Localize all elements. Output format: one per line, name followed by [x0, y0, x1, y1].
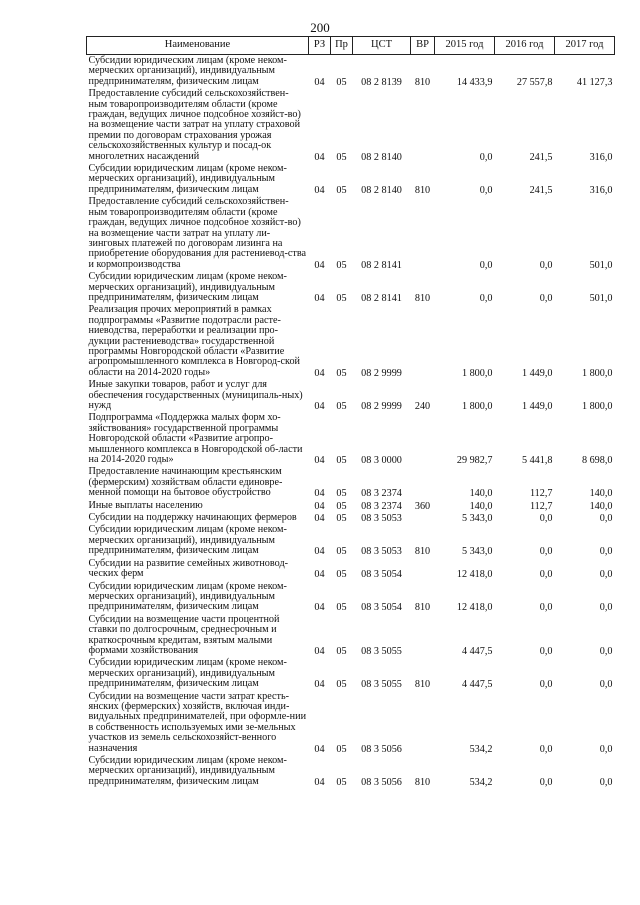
table-row: [87, 196, 615, 271]
row-2015: 140,0: [469, 500, 493, 512]
row-2016: 241,5: [529, 184, 553, 196]
row-2017: 501,0: [589, 292, 613, 304]
row-vr: 810: [414, 776, 431, 788]
row-rz: 04: [314, 679, 325, 691]
row-name: Иные выплаты населению: [88, 499, 203, 511]
row-pr: 05: [336, 679, 347, 691]
table-row: [87, 271, 615, 304]
table-row: [87, 379, 615, 412]
header-2015: 2015 год: [435, 37, 495, 55]
row-cst: 08 2 8140: [361, 151, 402, 163]
row-vr: 810: [414, 184, 431, 196]
row-2016: 0,0: [539, 513, 553, 525]
table-row: [87, 304, 615, 379]
row-pr: 05: [336, 292, 347, 304]
row-2017: 0,0: [599, 602, 613, 614]
row-vr: [411, 412, 435, 466]
row-name: Субсидии юридическим лицам (кроме неком-мерческих организаций), индивидуальным предпринимателям, физическим лицам: [88, 524, 287, 557]
row-pr: 05: [336, 401, 347, 412]
row-name: Иные закупки товаров, работ и услуг для обеспечения государственных (муниципаль-ных) нужд: [88, 379, 303, 411]
row-vr: [411, 196, 435, 271]
row-cst: 08 2 9999: [361, 401, 402, 412]
row-2017: 501,0: [589, 259, 613, 271]
row-cst: 08 3 5055: [361, 645, 402, 657]
row-rz: 04: [314, 546, 325, 558]
row-2015: 4 447,5: [461, 645, 493, 657]
row-rz: 04: [314, 743, 325, 755]
table-row: [87, 466, 615, 499]
row-cst: 08 3 2374: [361, 488, 402, 500]
row-cst: 08 2 8141: [361, 292, 402, 304]
row-cst: 08 3 0000: [361, 455, 402, 467]
row-rz: 04: [314, 455, 325, 467]
row-pr: 05: [336, 546, 347, 558]
row-cst: 08 3 2374: [361, 500, 402, 512]
row-rz: 04: [314, 401, 325, 412]
row-2015: 12 418,0: [456, 569, 493, 581]
table-row: [87, 524, 615, 557]
row-2017: 140,0: [589, 500, 613, 512]
row-2016: 0,0: [539, 679, 553, 691]
row-cst: 08 2 8140: [361, 184, 402, 196]
row-pr: 05: [336, 743, 347, 755]
header-name: Наименование: [87, 37, 309, 55]
row-pr: 05: [336, 569, 347, 581]
table-row: [87, 512, 615, 524]
header-pr: Пр: [331, 37, 353, 55]
row-2017: 41 127,3: [576, 76, 613, 88]
row-vr: [411, 691, 435, 755]
row-2015: 534,2: [469, 743, 493, 755]
header-cst: ЦСТ: [353, 37, 411, 55]
table-row: [87, 581, 615, 614]
row-2015: 140,0: [469, 488, 493, 500]
row-rz: 04: [314, 602, 325, 614]
header-2017: 2017 год: [555, 37, 615, 55]
row-2016: 1 449,0: [521, 367, 553, 379]
table-row: [87, 163, 615, 196]
row-name: Субсидии на поддержку начинающих фермеров: [88, 512, 297, 524]
row-name: Реализация прочих мероприятий в рамках подпрограммы «Развитие подотрасли расте-ниеводства, переработки и реализации про-дукции растениеводства» государственной программы Новгородской области «Развитие агропромышленного комплекса в Новгород-ской области на 2014-2020 годы»: [88, 304, 300, 378]
row-2015: 534,2: [469, 776, 493, 788]
row-2016: 0,0: [539, 569, 553, 581]
row-vr: 810: [414, 76, 431, 88]
row-2016: 0,0: [539, 602, 553, 614]
header-2016: 2016 год: [495, 37, 555, 55]
row-vr: 810: [414, 679, 431, 691]
row-2016: 0,0: [539, 645, 553, 657]
row-vr: [411, 614, 435, 658]
row-2015: 12 418,0: [456, 602, 493, 614]
row-name: Предоставление начинающим крестьянским (фермерским) хозяйствам области единовре-менной помощи на бытовое обустройство: [88, 466, 283, 499]
row-cst: 08 3 5054: [361, 602, 402, 614]
row-2016: 0,0: [539, 743, 553, 755]
row-2017: 0,0: [599, 546, 613, 558]
row-2015: 1 800,0: [461, 401, 493, 412]
row-pr: 05: [336, 76, 347, 88]
row-pr: 05: [336, 151, 347, 163]
row-2017: 1 800,0: [581, 367, 613, 379]
table-row: [87, 88, 615, 163]
budget-table: [86, 36, 615, 788]
table-row: [87, 412, 615, 466]
row-pr: 05: [336, 488, 347, 500]
row-name: Предоставление субсидий сельскохозяйствен-ным товаропроизводителям области (кроме граждан, ведущих личное подсобное хозяйст-во) на возмещение части затрат на уплату страховой премии по договорам страхования урожая сельскохозяйственных культур и посад-ок многолетних насаждений: [88, 88, 301, 162]
row-2017: 0,0: [599, 645, 613, 657]
table-row: [87, 500, 615, 512]
row-2017: 0,0: [599, 569, 613, 581]
row-2016: 0,0: [539, 292, 553, 304]
row-cst: 08 2 9999: [361, 367, 402, 379]
row-pr: 05: [336, 367, 347, 379]
row-2016: 1 449,0: [521, 401, 553, 412]
row-rz: 04: [314, 488, 325, 500]
row-name: Субсидии юридическим лицам (кроме неком-мерческих организаций), индивидуальным предпринимателям, физическим лицам: [88, 55, 287, 87]
table-row: [87, 691, 615, 755]
row-vr: [411, 304, 435, 379]
row-2017: 316,0: [589, 151, 613, 163]
page-number: 200: [310, 20, 330, 35]
row-cst: 08 3 5053: [361, 513, 402, 525]
row-2017: 0,0: [599, 743, 613, 755]
row-pr: 05: [336, 602, 347, 614]
row-name: Подпрограмма «Поддержка малых форм хо-зяйствования» государственной программы Новгородской области «Развитие агропро-мышленного комплекса в Новгородской об-ласти на 2014-2020 годы»: [88, 412, 303, 466]
row-2015: 1 800,0: [461, 367, 493, 379]
row-2017: 1 800,0: [581, 401, 613, 412]
row-name: Предоставление субсидий сельскохозяйствен-ным товаропроизводителям области (кроме граждан, ведущих личное подсобное хозяйст-во) на возмещение части затрат на уплату ли-зинговых платежей по договорам лизинга на приобретение оборудования для растениевод-ства и кормопроизводства: [88, 196, 307, 270]
row-vr: 360: [414, 500, 431, 512]
row-vr: 810: [414, 602, 431, 614]
row-vr: [411, 466, 435, 499]
row-2017: 0,0: [599, 776, 613, 788]
row-name: Субсидии юридическим лицам (кроме неком-мерческих организаций), индивидуальным предпринимателям, физическим лицам: [88, 163, 287, 195]
row-2015: 4 447,5: [461, 679, 493, 691]
row-rz: 04: [314, 569, 325, 581]
row-pr: 05: [336, 184, 347, 196]
row-2015: 0,0: [479, 259, 493, 271]
row-vr: 810: [414, 546, 431, 558]
row-name: Субсидии юридическим лицам (кроме неком-мерческих организаций), индивидуальным предпринимателям, физическим лицам: [88, 755, 287, 787]
row-2015: 0,0: [479, 151, 493, 163]
row-2016: 0,0: [539, 259, 553, 271]
row-name: Субсидии на возмещение части процентной ставки по долгосрочным, среднесрочным и краткосрочным кредитам, взятым малыми формами хозяйствования: [88, 613, 280, 656]
row-rz: 04: [314, 645, 325, 657]
row-2015: 14 433,9: [456, 76, 493, 88]
row-2016: 0,0: [539, 776, 553, 788]
table-row: [87, 614, 615, 658]
header-rz: РЗ: [309, 37, 331, 55]
row-vr: 810: [414, 292, 431, 304]
row-2017: 140,0: [589, 488, 613, 500]
row-name: Субсидии юридическим лицам (кроме неком-мерческих организаций), индивидуальным предпринимателям, физическим лицам: [88, 271, 287, 303]
row-cst: 08 3 5053: [361, 546, 402, 558]
row-vr: [411, 512, 435, 524]
row-2015: 29 982,7: [456, 455, 493, 467]
row-pr: 05: [336, 500, 347, 512]
row-2017: 0,0: [599, 679, 613, 691]
table-row: [87, 755, 615, 788]
row-2016: 27 557,8: [516, 76, 553, 88]
row-name: Субсидии на развитие семейных животновод-ческих ферм: [88, 557, 289, 580]
row-cst: 08 3 5056: [361, 743, 402, 755]
row-2015: 0,0: [479, 184, 493, 196]
row-2017: 0,0: [599, 513, 613, 525]
row-2017: 8 698,0: [581, 455, 613, 467]
row-pr: 05: [336, 513, 347, 525]
table-header-row: [87, 37, 615, 55]
row-pr: 05: [336, 645, 347, 657]
row-rz: 04: [314, 367, 325, 379]
row-pr: 05: [336, 259, 347, 271]
row-rz: 04: [314, 151, 325, 163]
row-name: Субсидии на возмещение части затрат кресть-янских (фермерских) хозяйств, включая инди-видуальных предпринимателей, при оформле-нии в собственность используемых ими зе-мельных участков из земель сельскохозяйст-венного назначения: [88, 690, 307, 754]
row-2015: 0,0: [479, 292, 493, 304]
header-vr: ВР: [411, 37, 435, 55]
row-vr: [411, 88, 435, 163]
row-vr: [411, 558, 435, 581]
row-rz: 04: [314, 184, 325, 196]
row-rz: 04: [314, 76, 325, 88]
table-row: [87, 55, 615, 89]
row-cst: 08 2 8141: [361, 259, 402, 271]
row-vr: 240: [414, 401, 431, 412]
table-body: [87, 55, 615, 789]
row-pr: 05: [336, 776, 347, 788]
row-pr: 05: [336, 455, 347, 467]
row-2016: 112,7: [529, 500, 553, 512]
table-row: [87, 657, 615, 690]
row-rz: 04: [314, 292, 325, 304]
row-2016: 241,5: [529, 151, 553, 163]
row-2016: 0,0: [539, 546, 553, 558]
row-cst: 08 3 5054: [361, 569, 402, 581]
row-rz: 04: [314, 513, 325, 525]
row-2015: 5 343,0: [461, 546, 493, 558]
row-rz: 04: [314, 500, 325, 512]
row-cst: 08 3 5055: [361, 679, 402, 691]
row-rz: 04: [314, 776, 325, 788]
row-name: Субсидии юридическим лицам (кроме неком-мерческих организаций), индивидуальным предпринимателям, физическим лицам: [88, 580, 287, 613]
row-2016: 5 441,8: [521, 455, 553, 467]
row-2017: 316,0: [589, 184, 613, 196]
row-cst: 08 3 5056: [361, 776, 402, 788]
row-name: Субсидии юридическим лицам (кроме неком-мерческих организаций), индивидуальным предпринимателям, физическим лицам: [88, 657, 287, 690]
row-rz: 04: [314, 259, 325, 271]
row-2015: 5 343,0: [461, 513, 493, 525]
table-row: [87, 558, 615, 581]
row-2016: 112,7: [529, 488, 553, 500]
row-cst: 08 2 8139: [361, 76, 402, 88]
